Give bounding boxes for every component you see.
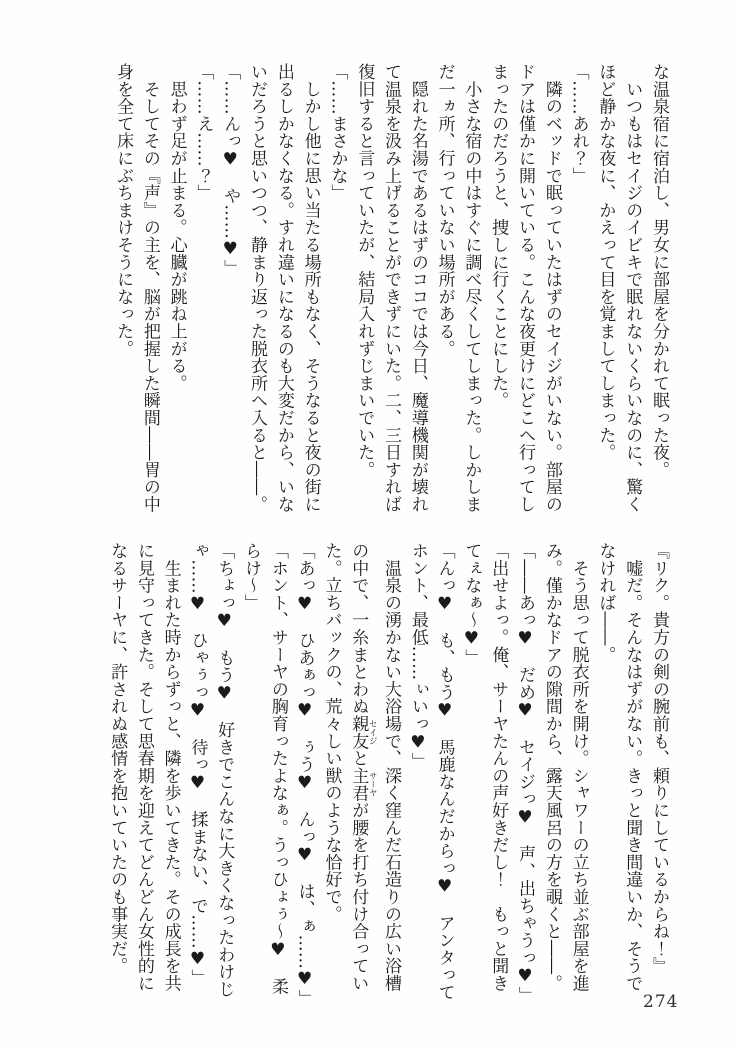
text-line: 温泉の湧かない大浴場で、深く窪んだ石造りの広い浴槽 xyxy=(381,542,402,992)
text-line: だ一ヵ所、行っていない場所がある。 xyxy=(434,63,455,358)
text-line: なければ――。 xyxy=(595,542,616,664)
text-line: 復旧すると言っていたが、結局入れずじまいでいた。 xyxy=(354,63,375,479)
text-line: 「出せよっ。俺、サーヤたんの声好きだし！ もっと聞き xyxy=(488,542,509,992)
text-line: 出るしかなくなる。すれ違いになるのも大変だから、いな xyxy=(273,63,294,513)
text-line: まったのだろうと、捜しに行くことにした。 xyxy=(488,63,509,409)
page-number: 274 xyxy=(643,992,679,1012)
text-line: ほど静かな夜に、かえって目を覚ましてしまった。 xyxy=(595,63,616,461)
text-line: いだろうと思いつつ、静まり返った脱衣所へ入ると――。 xyxy=(247,63,268,513)
text-line: 「あっ♥ ひあぁっ♥ ぅう♥ んっ♥ は、ぁ……♥」 xyxy=(294,542,315,1007)
text-line: 「……あれ？」 xyxy=(568,63,589,185)
text-line: て温泉を汲み上げることができずにいた。二、三日すれば xyxy=(381,63,402,513)
text-block-top xyxy=(109,63,672,519)
text-line: 『リク。貴方の剣の腕前も、頼りにしているからね！』 xyxy=(649,542,669,975)
furigana-text: サーヤ xyxy=(367,766,378,802)
furigana-text: セイジ xyxy=(367,715,378,750)
text-line: 隠れた名湯であるはずのココでは今日、魔導機関が壊れ xyxy=(407,63,428,513)
text-line: そしてその『声』の主を、脳が把握した瞬間――胃の中 xyxy=(139,63,160,513)
text-line: いつもはセイジのイビキで眠れないくらいなのに、驚く xyxy=(622,63,643,513)
text-line: 「……んっ♥ や……♥」 xyxy=(220,63,241,277)
text-line: 思わず足が止まる。心臓が跳ね上がる。 xyxy=(166,63,187,392)
text-line: 「……まさかな」 xyxy=(327,63,348,202)
text-line: 「――あっ♥ だめ♥ セイジっ♥ 声、出ちゃうっ♥」 xyxy=(515,542,536,1004)
text-line: なるサーヤに、許されぬ感情を抱いていたのも事実だ。 xyxy=(107,542,128,975)
text-line: 小さな宿の中はすぐに調べ尽くしてしまった。しかしま xyxy=(461,63,482,513)
text-line: の中で、一糸まとわぬ親友 セイジと主君 サーヤが腰を打ち付け合ってい xyxy=(348,542,378,992)
furigana-term: 親友 セイジ xyxy=(348,715,378,750)
text-line: 身を全て床にぶちまけそうになった。 xyxy=(113,63,134,358)
text-line: しかし他に思い当たる場所もなく、そうなると夜の街に xyxy=(300,63,321,513)
text-line: 隣のベッドで眠っていたはずのセイジがいない。部屋の xyxy=(541,63,562,513)
text-line: 「ホント、サーヤの胸育ったよなぁ。うっひょぅ〜♥ 柔 xyxy=(267,542,288,995)
text-line: らけ〜」 xyxy=(241,542,262,612)
text-line: 「んっ♥ も、もう♥ 馬鹿なんだからっ♥ アンタって xyxy=(434,542,455,1001)
text-line: 生まれた時からずっと、隣を歩いてきた。その成長を共 xyxy=(160,542,181,992)
text-line: た。立ちバックの、荒々しい獣のような恰好で。 xyxy=(321,542,342,923)
text-line: てぇなぁ〜♥」 xyxy=(461,542,482,667)
text-line: ホント、最低……ぃいっ♥」 xyxy=(407,542,428,770)
text-line: 嘘だ。そんなはずがない。きっと聞き間違いか、そうで xyxy=(622,542,643,992)
text-line: 「……え……？」 xyxy=(193,63,214,202)
text-line: ゃ……♥ ひゃぅっ♥ 待っ♥ 揉まない、で……♥」 xyxy=(187,542,208,987)
text-line: 「ちょっ♥ もう♥ 好きでこんなに大きくなったわけじ xyxy=(214,542,235,998)
text-line: な温泉宿に宿泊し、男女に部屋を分かれて眠った夜。 xyxy=(649,63,669,479)
furigana-term: 主君 サーヤ xyxy=(348,766,378,802)
text-line: に見守ってきた。そして思春期を迎えてどんどん女性的に xyxy=(133,542,154,992)
text-line: ドアは僅かに開いている。こんな夜更けにどこへ行ってし xyxy=(515,63,536,513)
text-line: そう思って脱衣所を開け。シャワーの立ち並ぶ部屋を進 xyxy=(568,542,589,992)
text-line: み。僅かなドアの隙間から、露天風呂の方を覗くと――。 xyxy=(541,542,562,992)
